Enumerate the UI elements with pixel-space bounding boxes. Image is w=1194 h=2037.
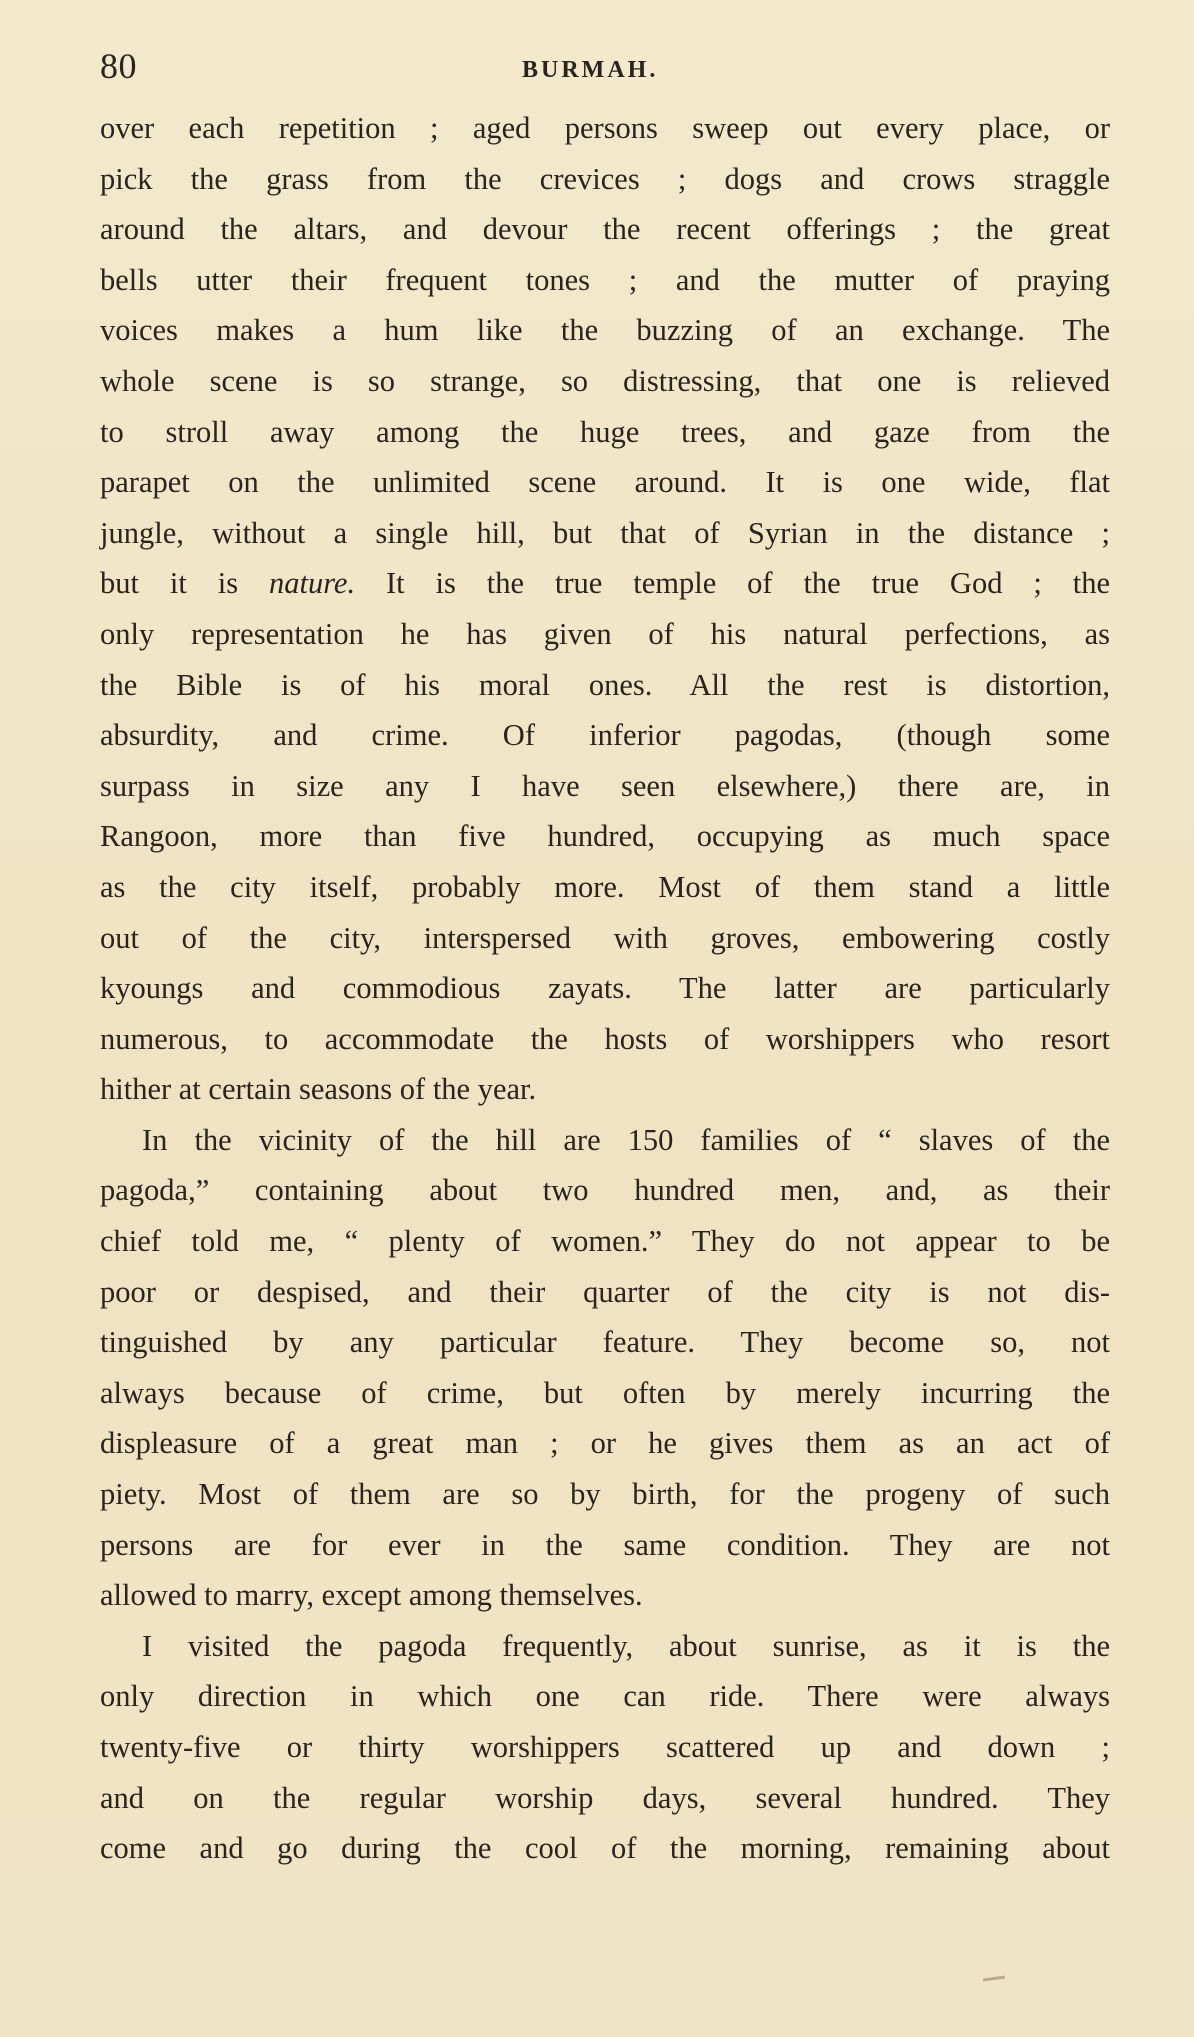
body-line: absurdity, and crime. Of inferior pagodas, (though some [100,718,1110,753]
paragraph-end-line: allowed to marry, except among themselves. [100,1578,643,1613]
body-line: over each repetition ; aged persons sweep out every place, or [100,111,1110,145]
line-text-before-emphasis: but it is [100,566,269,601]
ink-mark [983,1975,1005,1981]
page-header [100,40,1110,92]
body-line: piety. Most of them are so by birth, for the progeny of such [100,1477,1110,1512]
body-line: poor or despised, and their quarter of the city is not dis- [100,1274,1110,1309]
body-line: kyoungs and commodious zayats. The latter are particularly [100,971,1110,1006]
body-line: parapet on the unlimited scene around. It is one wide, flat [100,465,1110,500]
body-text [100,103,1110,1874]
body-line: whole scene is so strange, so distressing, that one is relieved [100,363,1110,398]
body-line: Rangoon, more than five hundred, occupying as much space [100,819,1110,854]
body-line: displeasure of a great man ; or he gives them as an act of [100,1426,1110,1461]
paragraph-start-line: I visited the pagoda frequently, about sunrise, as it is the [142,1628,1110,1663]
body-line: jungle, without a single hill, but that of Syrian in the distance ; [100,515,1110,550]
paragraph-end-line: hither at certain seasons of the year. [100,1072,537,1107]
body-line: out of the city, interspersed with groves, embowering costly [100,920,1110,955]
body-line: twenty-five or thirty worshippers scattered up and down ; [100,1730,1110,1764]
body-line: persons are for ever in the same condition. They are not [100,1527,1110,1562]
body-line: only direction in which one can ride. There were always [100,1679,1110,1714]
body-line-with-emphasis [100,558,1110,609]
body-line: around the altars, and devour the recent offerings ; the great [100,212,1110,247]
body-line: as the city itself, probably more. Most of them stand a little [100,869,1110,904]
body-line: voices makes a hum like the buzzing of an exchange. The [100,313,1110,348]
paragraph-start-line: In the vicinity of the hill are 150 families of “ slaves of the [142,1122,1110,1157]
running-title: BURMAH. [522,57,659,83]
line-text-after-emphasis: It is the true temple of the true God ; the [355,566,1110,601]
body-line: numerous, to accommodate the hosts of worshippers who resort [100,1021,1110,1056]
body-line: chief told me, “ plenty of women.” They do not appear to be [100,1224,1110,1259]
body-line: surpass in size any I have seen elsewhere,) there are, in [100,768,1110,803]
body-line: tinguished by any particular feature. They become so, not [100,1325,1110,1360]
body-line: always because of crime, but often by merely incurring the [100,1375,1110,1410]
body-line: bells utter their frequent tones ; and the mutter of praying [100,262,1110,297]
body-line: come and go during the cool of the morning, remaining about [100,1831,1110,1866]
body-line: only representation he has given of his natural perfections, as [100,616,1110,651]
body-line: pagoda,” containing about two hundred men, and, as their [100,1173,1110,1208]
body-line: to stroll away among the huge trees, and gaze from the [100,414,1110,449]
body-line: pick the grass from the crevices ; dogs and crows straggle [100,161,1110,196]
page-number: 80 [100,46,137,86]
emphasized-word: nature. [268,566,356,601]
body-line: the Bible is of his moral ones. All the rest is distortion, [100,667,1110,702]
body-line: and on the regular worship days, several hundred. They [100,1780,1110,1815]
